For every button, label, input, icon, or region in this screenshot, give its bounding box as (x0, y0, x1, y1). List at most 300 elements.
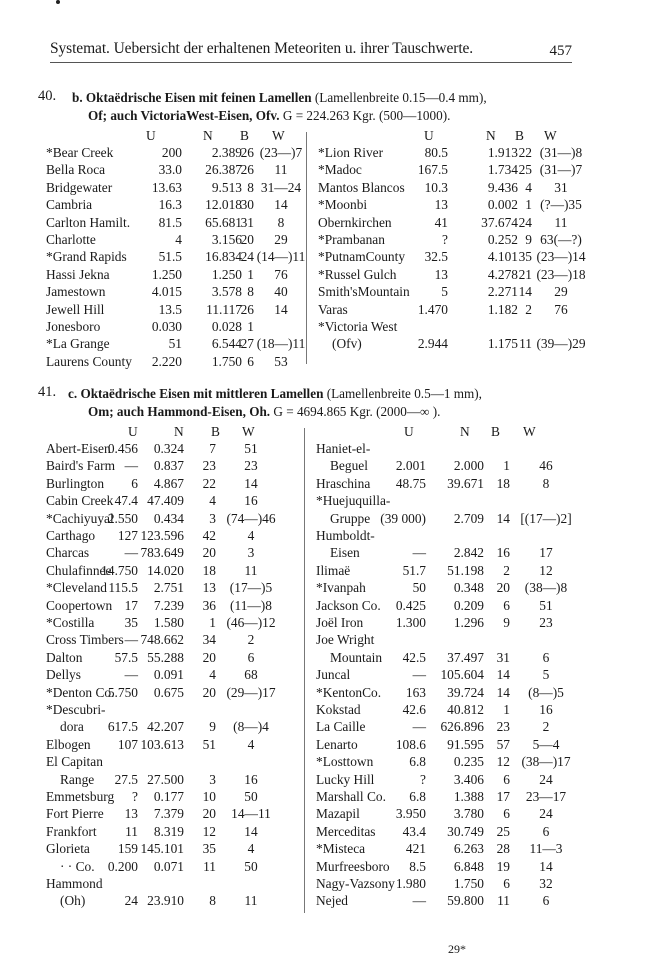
cell-u: 5 (441, 284, 448, 300)
cell-u: 115.5 (108, 580, 138, 596)
cell-n: 11.117 (206, 301, 242, 317)
cell-u: ? (420, 771, 426, 787)
cell-w: 76 (554, 301, 568, 317)
cell-u: 1.470 (417, 301, 448, 317)
cell-w: 14 (244, 475, 258, 491)
cell-u: 127 (117, 528, 138, 543)
meteorite-name: Mantos Blancos (318, 179, 405, 195)
meteorite-name: Eisen (330, 545, 360, 561)
column-header-n: N (460, 424, 470, 439)
cell-n: 0.071 (153, 858, 184, 874)
cell-w: 68 (244, 667, 258, 683)
cell-w: (14—)11 (256, 249, 306, 265)
cell-b: 31 (496, 649, 510, 665)
cell-w: 16 (244, 771, 258, 787)
cell-u: 6.8 (409, 754, 426, 770)
section-number: 40. (38, 88, 57, 104)
meteorite-name: Marshall Co. (316, 789, 386, 804)
cell-n: 2.271 (487, 284, 518, 300)
cell-n: 1.250 (211, 266, 242, 282)
cell-u: 32.5 (424, 249, 448, 265)
meteorite-name: Varas (318, 301, 348, 317)
section-title-line2 (88, 404, 440, 420)
cell-w: 51 (244, 441, 258, 456)
section-alias: Om; auch Hammond-Eisen, Oh. (88, 404, 271, 419)
cell-b: 11 (203, 858, 216, 874)
cell-n: 37.674 (481, 214, 518, 230)
section-title: c. Oktaëdrische Eisen mit mittleren Lamellen (68, 386, 324, 401)
cell-n: 7.379 (153, 806, 184, 822)
cell-n: 1.734 (487, 162, 518, 178)
cell-b: 22 (202, 475, 216, 491)
cell-b: 13 (202, 580, 216, 596)
cell-w: 17 (539, 545, 553, 561)
cell-b: 36 (202, 597, 216, 613)
cell-w: (17—)5 (229, 580, 273, 596)
cell-u: 617.5 (107, 719, 138, 735)
cell-u: 13 (124, 806, 138, 822)
cell-w: 14 (274, 197, 288, 213)
cell-w: 14—11 (231, 806, 271, 822)
section-subtitle: (Lamellenbreite 0.15—0.4 mm), (311, 90, 487, 105)
cell-n: 783.649 (140, 545, 184, 561)
cell-w: [(17—)2] (520, 510, 572, 526)
meteorite-name: Haniet-el- (316, 441, 371, 456)
meteorite-name: Murfreesboro (316, 858, 390, 874)
cell-u: 24 (124, 893, 138, 909)
cell-u: — (412, 719, 426, 735)
meteorite-name: *La Grange (46, 336, 110, 352)
meteorite-name: Cambria (46, 197, 93, 213)
cell-b: 24 (240, 249, 254, 265)
cell-u: 35 (124, 615, 138, 630)
cell-w: 6 (542, 823, 550, 839)
meteorite-name: Humboldt- (316, 528, 375, 543)
cell-u: 13.5 (158, 301, 182, 317)
cell-n: 0.028 (211, 319, 242, 334)
cell-w: (8—)5 (528, 684, 564, 700)
cell-w: 63(—?) (540, 232, 582, 247)
cell-b: 28 (496, 841, 510, 857)
meteorite-name: Joël Iron (316, 615, 364, 630)
cell-w: 31 (554, 179, 568, 195)
cell-n: 4.101 (487, 249, 518, 265)
cell-b: 9 (503, 615, 510, 630)
column-header-b: B (491, 424, 500, 439)
cell-u: 421 (405, 841, 426, 857)
cell-u: 11 (125, 823, 138, 839)
cell-b: 6 (503, 876, 510, 891)
cell-n: 0.348 (453, 580, 484, 596)
cell-w: (46—)12 (226, 615, 276, 630)
cell-n: 0.324 (153, 441, 184, 456)
meteorite-name: Merceditas (316, 823, 376, 839)
cell-w: 23—17 (525, 789, 567, 804)
cell-u: 200 (161, 145, 182, 160)
cell-w: 8 (277, 214, 285, 230)
meteorite-name: Jonesboro (46, 319, 101, 334)
cell-u: 2.001 (395, 458, 426, 474)
cell-w: 11 (244, 562, 258, 578)
cell-w: 14 (274, 301, 288, 317)
cell-w: 2 (247, 632, 255, 648)
cell-n: 0.209 (453, 597, 484, 613)
cell-b: 20 (202, 684, 216, 700)
cell-w: 29 (274, 232, 288, 247)
section-weight: G = 4694.865 Kgr. (2000—∞ ). (270, 404, 441, 419)
cell-n: 3.406 (453, 771, 484, 787)
cell-b: 34 (202, 632, 216, 648)
cell-b: 20 (496, 580, 510, 596)
cell-b: 27 (240, 336, 254, 352)
cell-n: 42.207 (147, 719, 184, 735)
cell-n: 0.002 (487, 197, 518, 213)
meteorite-name: Beguel (330, 458, 368, 474)
cell-u: 50 (412, 580, 426, 596)
cell-u: 16.3 (158, 197, 182, 213)
meteorite-name: Chulafinnee (46, 562, 112, 578)
cell-n: 0.675 (153, 684, 184, 700)
cell-w: (23—)18 (536, 266, 586, 282)
cell-u: 42.6 (402, 702, 426, 717)
meteorite-name: Jackson Co. (316, 597, 381, 613)
meteorite-name: Lucky Hill (316, 771, 375, 787)
running-head (50, 38, 572, 63)
cell-u: 43.4 (402, 823, 426, 839)
cell-n: 47.409 (147, 493, 184, 509)
cell-u: 1.250 (151, 266, 182, 282)
cell-b: 6 (247, 353, 254, 369)
cell-u: 4.015 (151, 284, 182, 300)
cell-w: 3 (247, 545, 255, 561)
cell-b: 26 (240, 162, 254, 178)
meteorite-name: *Misteca (316, 841, 366, 857)
cell-u: 48.75 (395, 475, 426, 491)
cell-b: 7 (209, 441, 216, 456)
meteorite-name: Bridgewater (46, 179, 113, 195)
cell-w: 11 (244, 893, 258, 909)
cell-b: 51 (202, 736, 216, 752)
column-divider (304, 428, 305, 913)
cell-w: 5 (542, 667, 550, 683)
signature-mark: 29* (448, 942, 466, 956)
cell-b: 1 (247, 319, 254, 334)
cell-n: 91.595 (447, 736, 484, 752)
cell-w: 76 (274, 266, 288, 282)
meteorite-name: Emmetsburg (46, 789, 115, 804)
cell-b: 42 (202, 528, 216, 543)
meteorite-name: Mountain (330, 649, 383, 665)
cell-w: (31—)8 (539, 145, 583, 160)
cell-w: (23—)7 (259, 145, 303, 160)
cell-u: 13.63 (151, 179, 182, 195)
cell-n: 1.750 (211, 353, 242, 369)
meteorite-name: Carlton Hamilt. (46, 214, 131, 230)
cell-n: 59.800 (447, 893, 484, 909)
cell-u: 5.750 (107, 684, 138, 700)
meteorite-name: Hammond (46, 876, 103, 891)
cell-n: 0.252 (487, 232, 518, 247)
meteorite-name: Hassi Jekna (46, 266, 110, 282)
cell-n: 2.000 (453, 458, 484, 474)
cell-n: 27.500 (147, 771, 184, 787)
meteorite-name: La Caille (316, 719, 366, 735)
cell-b: 22 (518, 145, 532, 160)
cell-n: 6.263 (453, 841, 484, 857)
cell-u: 2.944 (417, 336, 448, 352)
meteorite-name: *Costilla (46, 615, 95, 630)
column-divider (306, 132, 307, 364)
cell-n: 626.896 (440, 719, 484, 735)
meteorite-name: Ilimaë (316, 562, 351, 578)
cell-u: — (124, 632, 138, 648)
cell-w: 50 (244, 858, 258, 874)
cell-w: 12 (539, 562, 553, 578)
cell-w: (8—)4 (233, 719, 269, 735)
cell-n: 39.724 (447, 684, 484, 700)
cell-u: 8.5 (409, 858, 426, 874)
cell-u: 13 (434, 197, 448, 213)
cell-u: 80.5 (424, 145, 448, 160)
cell-b: 2 (525, 301, 532, 317)
cell-u: ? (132, 789, 138, 804)
meteorite-name: Charlotte (46, 232, 96, 247)
cell-b: 16 (496, 545, 510, 561)
cell-b: 20 (202, 806, 216, 822)
cell-n: 748.662 (140, 632, 184, 648)
cell-w: 4 (247, 736, 255, 752)
cell-w: 29 (554, 284, 568, 300)
cell-w: 11—3 (529, 841, 563, 857)
cell-b: 12 (202, 823, 216, 839)
cell-b: 1 (247, 266, 254, 282)
cell-b: 23 (202, 458, 216, 474)
meteorite-name: Smith'sMountain (318, 284, 410, 300)
section-title: b. Oktaëdrische Eisen mit feinen Lamellen (72, 90, 312, 105)
cell-w: 24 (539, 806, 553, 822)
cell-b: 1 (209, 615, 216, 630)
meteorite-name: El Capitan (46, 754, 103, 770)
cell-w: (39—)29 (536, 336, 586, 352)
cell-u: 159 (117, 841, 138, 857)
cell-n: 26.387 (205, 162, 242, 178)
cell-w: 2 (542, 719, 550, 735)
meteorite-name: *Victoria West (318, 319, 398, 334)
cell-u: 163 (405, 684, 426, 700)
cell-b: 9 (525, 232, 532, 247)
ink-dot (56, 0, 60, 4)
meteorite-name: Cross Timbers (46, 632, 124, 648)
cell-w: 14 (539, 858, 553, 874)
cell-w: 23 (539, 615, 553, 630)
column-header-b: B (515, 128, 524, 143)
section-title-line1 (72, 90, 487, 106)
cell-n: 12.018 (205, 197, 242, 213)
meteorite-name: Carthago (46, 528, 96, 543)
cell-n: 0.235 (453, 754, 484, 770)
cell-w: (31—)7 (539, 162, 583, 178)
meteorite-name: Coopertown (46, 597, 113, 613)
cell-b: 1 (503, 702, 510, 717)
cell-n: 65.681 (205, 214, 242, 230)
column-header-b: B (240, 128, 249, 143)
cell-b: 20 (202, 545, 216, 561)
column-header-w: W (272, 128, 285, 143)
meteorite-name: Nejed (316, 893, 348, 909)
cell-n: 6.544 (211, 336, 242, 352)
cell-u: 42.5 (402, 649, 426, 665)
column-header-u: U (128, 424, 138, 439)
meteorite-name: *Lion River (318, 145, 384, 160)
cell-u: 0.456 (107, 441, 138, 456)
meteorite-name: *KentonCo. (316, 684, 382, 700)
cell-w: 4 (247, 841, 255, 857)
meteorite-name: Bella Roca (46, 162, 106, 178)
cell-b: 9 (209, 719, 216, 735)
cell-w: 8 (542, 475, 550, 491)
cell-b: 6 (503, 771, 510, 787)
meteorite-name: Kokstad (316, 702, 361, 717)
cell-w: 11 (274, 162, 288, 178)
cell-b: 24 (518, 214, 532, 230)
meteorite-name: Joe Wright (316, 632, 375, 648)
cell-u: 6 (131, 475, 138, 491)
cell-b: 18 (496, 475, 510, 491)
cell-u: 107 (117, 736, 138, 752)
cell-u: 0.030 (151, 319, 182, 334)
cell-b: 18 (202, 562, 216, 578)
cell-w: 31—24 (260, 179, 302, 195)
cell-u: 2.550 (107, 510, 138, 526)
cell-n: 30.749 (447, 823, 484, 839)
column-header-w: W (523, 424, 536, 439)
page-number: 457 (549, 43, 572, 59)
cell-n: 37.497 (447, 649, 484, 665)
cell-n: 2.842 (453, 545, 484, 561)
cell-u: 81.5 (158, 214, 182, 230)
column-header-n: N (203, 128, 213, 143)
cell-n: 16.834 (205, 249, 242, 265)
cell-w: 16 (539, 702, 553, 717)
cell-u: — (412, 545, 426, 561)
cell-b: 17 (496, 789, 510, 804)
cell-b: 6 (503, 806, 510, 822)
cell-n: 3.578 (211, 284, 242, 300)
cell-u: 0.425 (395, 597, 426, 613)
cell-u: 167.5 (417, 162, 448, 178)
meteorite-name: Dalton (46, 649, 83, 665)
column-header-b: B (211, 424, 220, 439)
cell-w: (23—)14 (536, 249, 586, 265)
cell-w: (18—)11 (256, 336, 306, 352)
section-alias: Of; auch VictoriaWest-Eisen, Ofv. (88, 108, 280, 123)
meteorite-name: · · Co. (60, 858, 95, 874)
cell-b: 14 (496, 684, 510, 700)
meteorite-name: Cabin Creek (46, 493, 114, 509)
cell-b: 3 (209, 510, 216, 526)
cell-b: 1 (525, 197, 532, 213)
cell-w: 46 (539, 458, 553, 474)
cell-b: 8 (209, 893, 216, 909)
cell-b: 10 (202, 789, 216, 804)
cell-b: 11 (519, 336, 532, 352)
cell-u: (39 000) (380, 510, 426, 526)
meteorite-name: Elbogen (46, 736, 91, 752)
cell-u: 17 (124, 597, 138, 613)
column-header-n: N (174, 424, 184, 439)
cell-u: — (412, 893, 426, 909)
running-head-title: Systemat. Uebersicht der erhaltenen Meteoriten u. ihrer Tauschwerte. (50, 40, 474, 57)
cell-u: 1.300 (395, 615, 426, 630)
cell-w: (38—)17 (521, 754, 571, 770)
cell-b: 4 (209, 493, 216, 509)
cell-n: 51.198 (447, 562, 484, 578)
meteorite-name: Hraschina (316, 475, 371, 491)
cell-n: 0.434 (153, 510, 184, 526)
cell-w: 23 (244, 458, 258, 474)
cell-b: 19 (496, 858, 510, 874)
cell-u: 108.6 (395, 736, 426, 752)
cell-u: — (124, 667, 138, 683)
cell-n: 23.910 (147, 893, 184, 909)
cell-w: 6 (247, 649, 255, 665)
cell-w: 16 (244, 493, 258, 509)
cell-b: 26 (240, 301, 254, 317)
cell-n: 4.867 (153, 475, 184, 491)
meteorite-name: Laurens County (46, 353, 132, 369)
meteorite-name: *Cleveland (46, 580, 107, 596)
cell-n: 0.177 (153, 789, 184, 804)
meteorite-name: Lenarto (316, 736, 358, 752)
cell-w: 5—4 (532, 736, 560, 752)
cell-n: 103.613 (140, 736, 184, 752)
cell-n: 9.436 (487, 179, 518, 195)
meteorite-name: Frankfort (46, 823, 97, 839)
meteorite-name: *PutnamCounty (318, 249, 406, 265)
cell-b: 14 (496, 510, 510, 526)
cell-n: 14.020 (147, 562, 184, 578)
cell-n: 123.596 (140, 528, 184, 543)
cell-w: 11 (554, 214, 568, 230)
cell-b: 30 (240, 197, 254, 213)
cell-n: 1.175 (487, 336, 518, 352)
cell-w: (74—)46 (226, 510, 276, 526)
cell-u: 13 (434, 266, 448, 282)
cell-b: 8 (247, 284, 254, 300)
cell-n: 9.513 (211, 179, 242, 195)
cell-u: — (412, 667, 426, 683)
cell-b: 12 (496, 754, 510, 770)
cell-n: 7.239 (153, 597, 184, 613)
cell-b: 3 (209, 771, 216, 787)
cell-u: 41 (434, 214, 448, 230)
column-header-w: W (544, 128, 557, 143)
meteorite-name: Burlington (46, 475, 105, 491)
column-header-u: U (146, 128, 156, 143)
cell-w: 32 (539, 876, 553, 891)
cell-w: 14 (244, 823, 258, 839)
cell-n: 1.750 (453, 876, 484, 891)
section-subtitle: (Lamellenbreite 0.5—1 mm), (323, 386, 482, 401)
cell-b: 21 (518, 266, 532, 282)
cell-b: 20 (240, 232, 254, 247)
cell-n: 2.751 (153, 580, 184, 596)
meteorite-name: Obernkirchen (318, 214, 392, 230)
cell-b: 35 (518, 249, 532, 265)
meteorite-name: *Russel Gulch (318, 266, 397, 282)
cell-n: 1.580 (153, 615, 184, 630)
meteorite-name: Mazapil (316, 806, 360, 822)
